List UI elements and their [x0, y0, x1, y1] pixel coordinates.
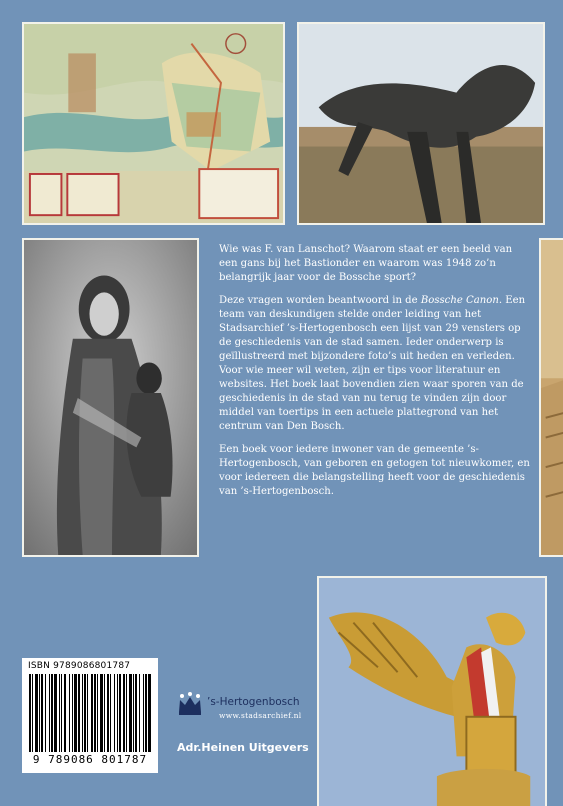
barcode-bar	[133, 674, 134, 752]
barcode-bar	[84, 674, 86, 752]
barcode-bar	[100, 674, 103, 752]
publisher-name: Adr.Heinen Uitgevers	[177, 741, 309, 754]
stadsarchief-logo	[177, 686, 317, 726]
barcode-bar	[110, 674, 111, 752]
barcode-bar	[59, 674, 60, 752]
barcode-bar	[123, 674, 125, 752]
barcode-bar	[87, 674, 88, 752]
historical-map-photo	[22, 22, 285, 225]
barcode-bar	[148, 674, 151, 752]
barcode-bar	[97, 674, 98, 752]
canon-description-paragraph	[219, 294, 532, 434]
logo-url: www.stadsarchief.nl	[219, 711, 302, 720]
intro-questions-paragraph: Wie was F. van Lanschot? Waarom staat er een beeld van een gans bij het Bastionder en waarom was 1948 zo’n belangrijk jaar voor de Bossche sport?	[219, 244, 513, 283]
barcode-bar	[35, 674, 38, 752]
barcode-bar	[114, 674, 115, 752]
parchment-edge-photo	[539, 238, 563, 557]
back-cover-text	[219, 243, 532, 508]
barcode-box	[22, 658, 158, 773]
barcode-bar	[41, 674, 43, 752]
barcode-bar	[139, 674, 140, 752]
barcode-bar	[117, 674, 118, 752]
barcode-bar	[74, 674, 77, 752]
barcode-bar	[126, 674, 127, 752]
canon-text-after: . Een team van deskundigen stelde onder leiding van het Stadsarchief ’s-Hertogenbosch een lijst van 29 vensters op de geschiedenis van de stad samen. Ieder onderwerp is geïllustreerd met bijzondere foto’s uit heden en verleden. Voor wie meer wil weten, zijn er tips voor literatuur en websites. Het boek laat bovendien zien waar sporen van de geschiedenis in de stad van nu terug te vinden zijn door middel van toertips in een actuele plattegrond van het centrum van Den Bosch.	[219, 295, 526, 432]
crown-icon	[177, 692, 203, 716]
barcode-bars	[29, 674, 151, 752]
barcode-bar	[78, 674, 80, 752]
barcode-bar	[51, 674, 53, 752]
barcode-bar	[82, 674, 83, 752]
barcode-bar	[135, 674, 137, 752]
barcode-bar	[64, 674, 66, 752]
barcode-bar	[91, 674, 93, 752]
barcode-bar	[94, 674, 96, 752]
barcode-bar	[72, 674, 73, 752]
barcode-bar	[32, 674, 33, 752]
barcode-bar	[61, 674, 62, 752]
barcode-bar	[54, 674, 57, 752]
barcode-bar	[143, 674, 144, 752]
golden-dragon-photo	[317, 576, 547, 806]
barcode-bar	[39, 674, 40, 752]
isbn-label: ISBN 9789086801787	[28, 661, 131, 671]
barcode-bar	[45, 674, 46, 752]
barcode-bar	[49, 674, 50, 752]
audience-paragraph: Een boek voor iedere inwoner van de gemeente ’s-Hertogenbosch, van geboren en getogen tot nieuwkomer, en voor iedereen die belangstelling heeft voor de geschiedenis van ’s-Hertogenbosch.	[219, 444, 530, 497]
barcode-bar	[104, 674, 105, 752]
canon-text-before: Deze vragen worden beantwoord in de	[219, 295, 421, 306]
barcode-bar	[119, 674, 121, 752]
logo-name: ’s-Hertogenbosch	[207, 696, 300, 708]
barcode-bar	[145, 674, 147, 752]
barcode-bar	[107, 674, 109, 752]
barcode-digits: 9 789086 801787	[32, 753, 148, 766]
barcode-bar	[29, 674, 31, 752]
madonna-statue-photo	[22, 238, 199, 557]
goose-sculpture-photo	[297, 22, 545, 225]
barcode-bar	[129, 674, 132, 752]
canon-title: Bossche Canon	[420, 295, 499, 306]
barcode-bar	[69, 674, 70, 752]
